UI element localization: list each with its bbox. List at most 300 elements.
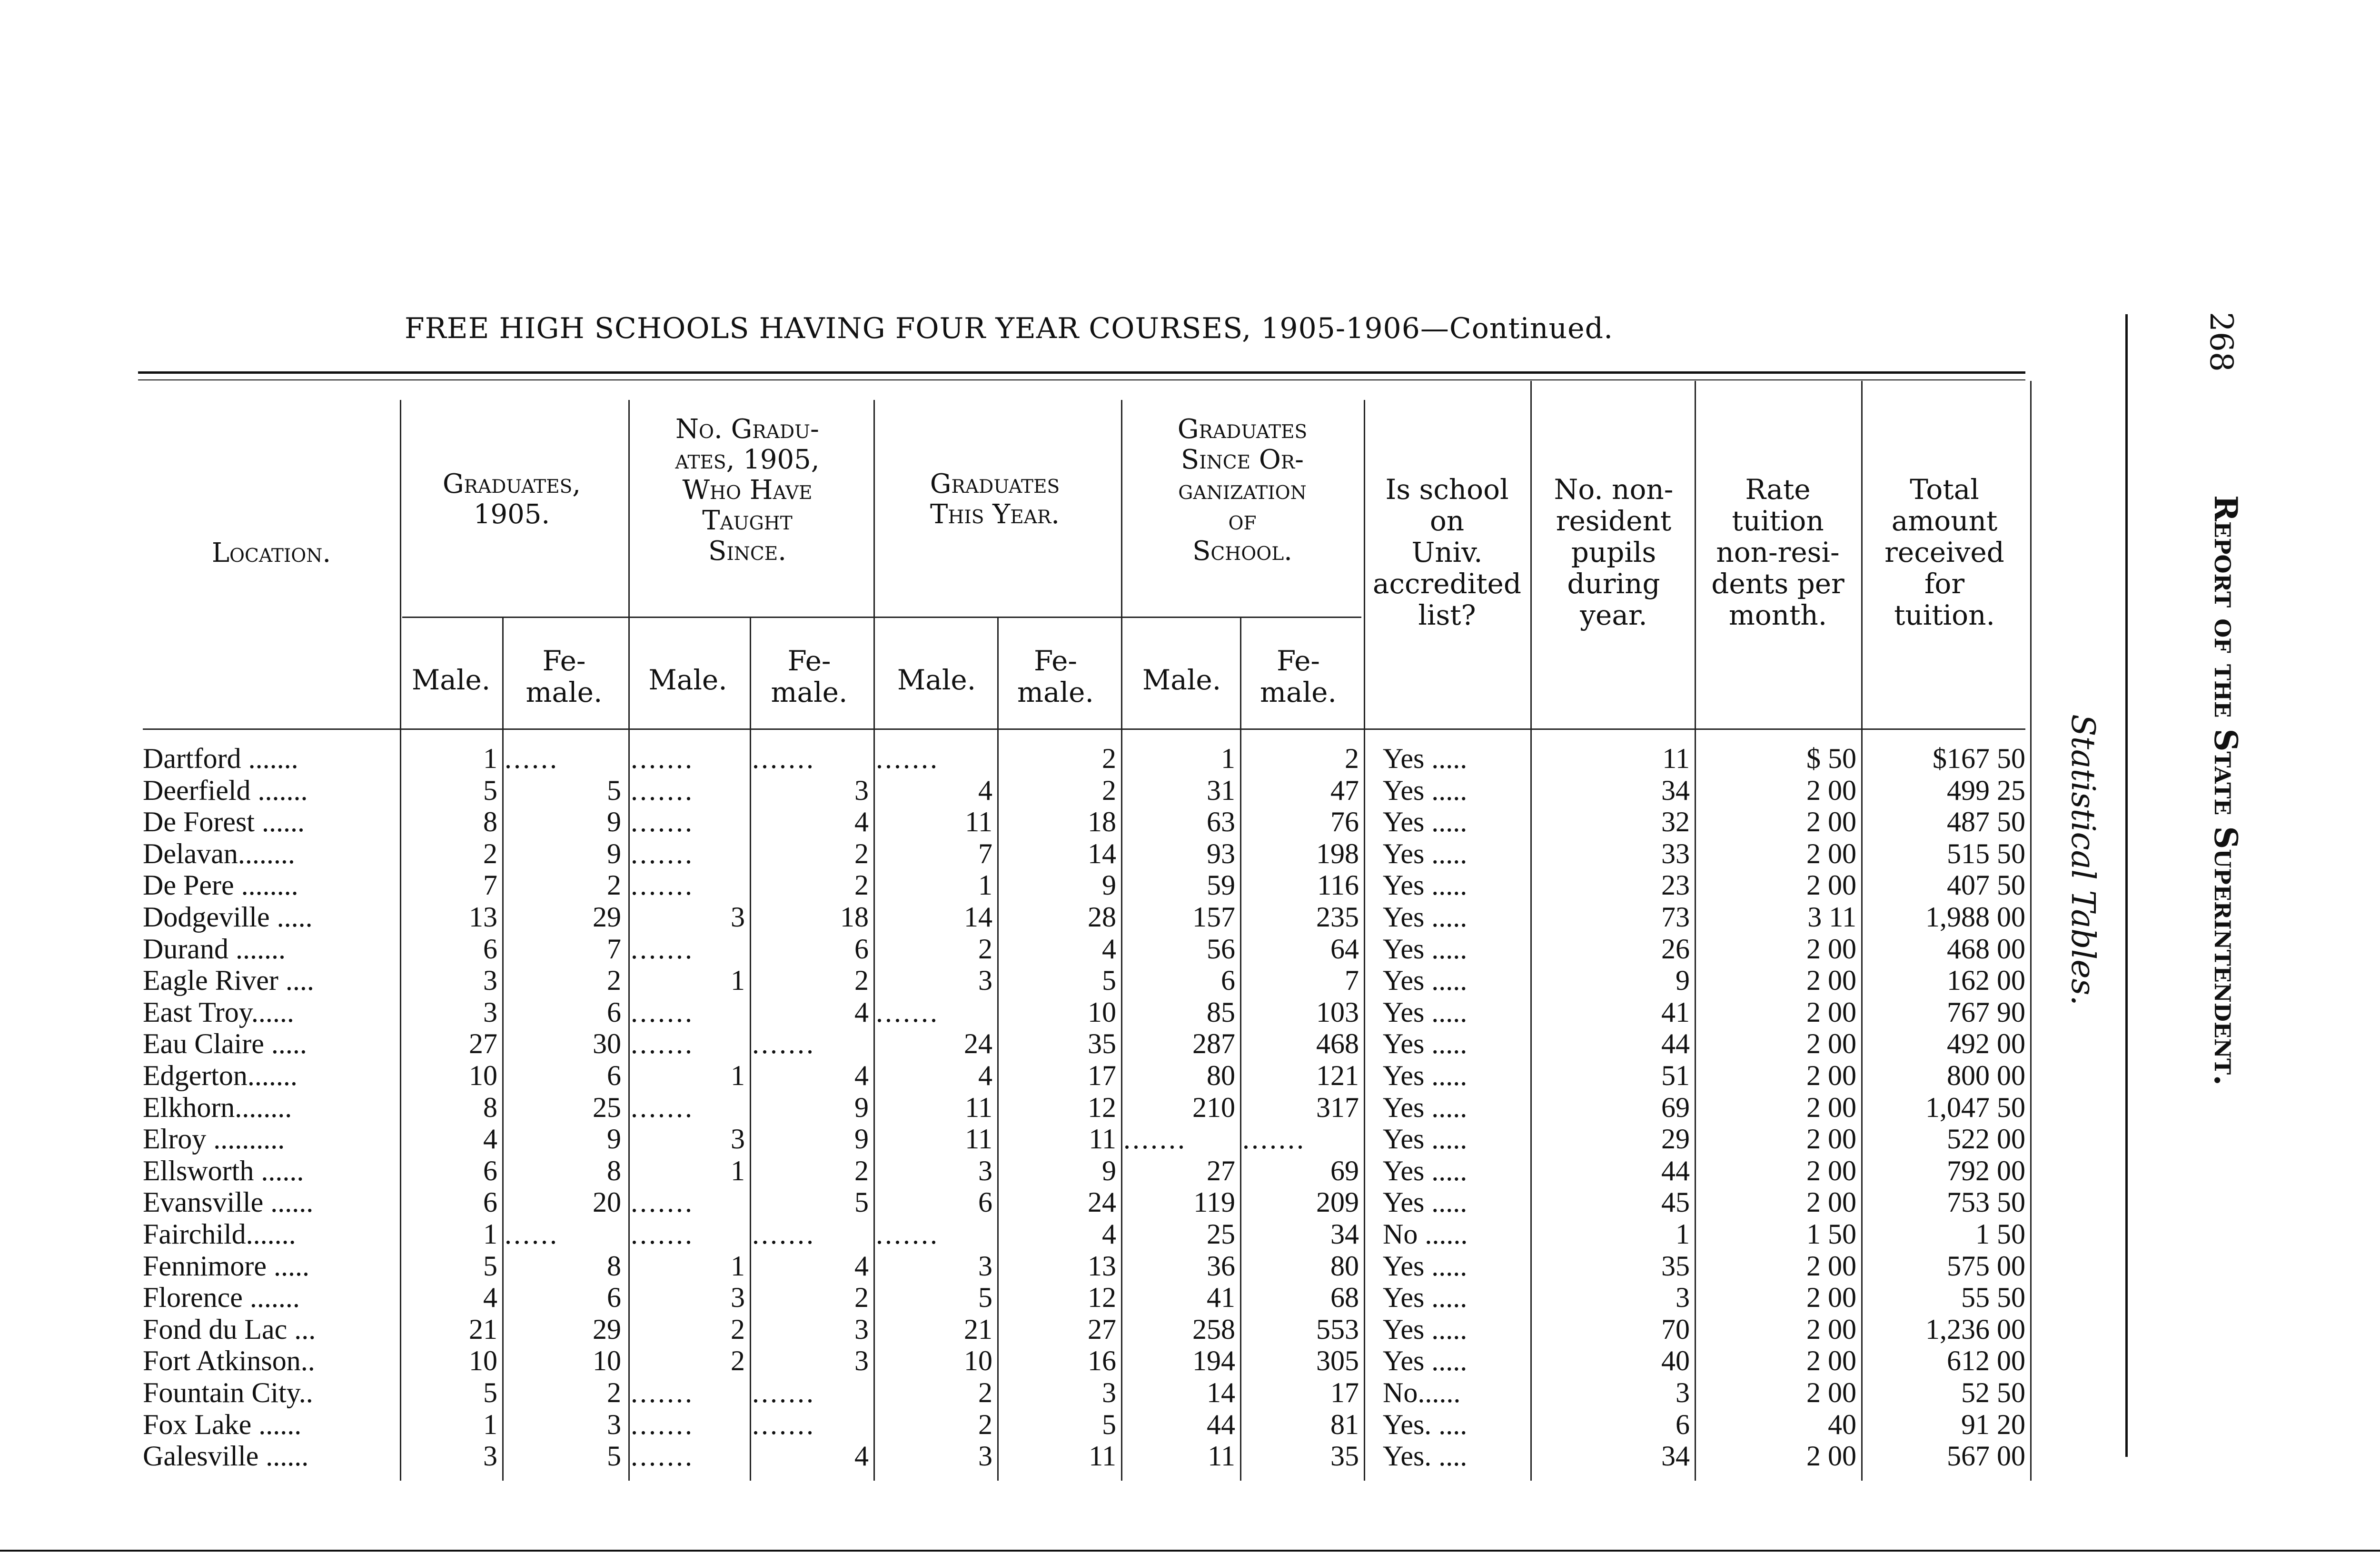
cell-nr: 51	[1661, 1060, 1690, 1091]
cell-gsf: 553	[1316, 1313, 1359, 1345]
cell-tm: .......	[631, 1028, 694, 1060]
cell-gym: 14	[964, 901, 992, 933]
cell-nr: 41	[1661, 996, 1690, 1028]
cell-tm: 2	[731, 1345, 745, 1377]
column-divider	[1530, 381, 1532, 1481]
cell-total: 91 20	[1961, 1408, 2025, 1440]
cell-gsm: 157	[1192, 901, 1235, 933]
cell-gsm: 80	[1207, 1060, 1235, 1091]
cell-total: 487 50	[1947, 806, 2025, 838]
cell-g05m: 7	[483, 869, 497, 901]
cell-tm: 1	[731, 1155, 745, 1186]
page-bottom-rule	[0, 1550, 2380, 1552]
cell-gyf: 9	[1102, 869, 1116, 901]
cell-g05f: 8	[607, 1155, 621, 1186]
column-divider	[997, 617, 999, 1481]
side-label: Statistical Tables.	[2064, 714, 2102, 1006]
cell-gsm: .......	[1123, 1123, 1187, 1155]
cell-gym: 3	[978, 1155, 992, 1186]
cell-total: 1,047 50	[1925, 1091, 2025, 1123]
cell-gsm: 31	[1207, 774, 1235, 806]
cell-location: Fairchild.......	[143, 1218, 296, 1250]
column-divider	[1121, 400, 1122, 1481]
cell-tm: 2	[731, 1313, 745, 1345]
cell-gsm: 119	[1193, 1186, 1235, 1218]
cell-gsm: 14	[1207, 1377, 1235, 1408]
cell-g05m: 3	[483, 965, 497, 996]
cell-total: 575 00	[1947, 1250, 2025, 1282]
header-graduates-since-organization: Graduates Since Or- ganization of School.	[1177, 414, 1308, 567]
cell-location: Deerfield .......	[143, 774, 308, 806]
cell-gym: 11	[965, 1091, 992, 1123]
cell-tf: 5	[854, 1186, 869, 1218]
cell-tm: .......	[631, 1186, 694, 1218]
cell-nr: 70	[1661, 1313, 1690, 1345]
cell-gsm: 56	[1207, 933, 1235, 965]
cell-tf: .......	[752, 1377, 815, 1408]
cell-location: Evansville ......	[143, 1186, 314, 1218]
cell-g05m: 8	[483, 1091, 497, 1123]
cell-gym: 2	[978, 1377, 992, 1408]
cell-gsf: 80	[1330, 1250, 1359, 1282]
cell-g05m: 27	[469, 1028, 497, 1060]
cell-nr: 26	[1661, 933, 1690, 965]
cell-g05f: 10	[593, 1345, 621, 1377]
cell-tf: 18	[840, 901, 869, 933]
cell-gyf: 2	[1102, 774, 1116, 806]
subheader-female: Fe- male.	[771, 645, 848, 708]
cell-total: 515 50	[1947, 837, 2025, 869]
cell-acc: Yes .....	[1383, 869, 1468, 901]
cell-gsm: 11	[1208, 1440, 1235, 1472]
cell-tf: 2	[854, 965, 869, 996]
cell-g05f: 2	[607, 1377, 621, 1408]
page-title: FREE HIGH SCHOOLS HAVING FOUR YEAR COURSES, 1905-1906—Continued.	[405, 312, 1614, 345]
cell-rate: 2 00	[1806, 1186, 1856, 1218]
column-divider	[1240, 617, 1241, 1481]
cell-nr: 69	[1661, 1091, 1690, 1123]
cell-location: Florence .......	[143, 1282, 300, 1314]
cell-gyf: 4	[1102, 933, 1116, 965]
cell-tf: 4	[854, 996, 869, 1028]
cell-gyf: 13	[1088, 1250, 1116, 1282]
running-head: Report of the State Superintendent.	[2207, 495, 2244, 1086]
cell-total: 468 00	[1947, 933, 2025, 965]
cell-gym: 6	[978, 1186, 992, 1218]
cell-tf: .......	[752, 1028, 815, 1060]
cell-gsf: 47	[1330, 774, 1359, 806]
cell-tf: 4	[854, 1250, 869, 1282]
cell-tf: 4	[854, 1060, 869, 1091]
cell-gsm: 63	[1207, 806, 1235, 838]
cell-g05m: 6	[483, 933, 497, 965]
cell-gyf: 4	[1102, 1218, 1116, 1250]
cell-rate: 2 00	[1806, 965, 1856, 996]
cell-gym: 3	[978, 965, 992, 996]
cell-tm: .......	[631, 1440, 694, 1472]
cell-total: 767 90	[1947, 996, 2025, 1028]
cell-gyf: 17	[1088, 1060, 1116, 1091]
cell-acc: Yes .....	[1383, 1060, 1468, 1091]
cell-rate: 2 00	[1806, 837, 1856, 869]
cell-location: Fennimore .....	[143, 1250, 309, 1282]
cell-rate: 2 00	[1806, 1155, 1856, 1186]
cell-location: Dodgeville .....	[143, 901, 313, 933]
cell-tm: .......	[631, 1091, 694, 1123]
cell-gym: 4	[978, 1060, 992, 1091]
cell-tm: .......	[631, 1377, 694, 1408]
cell-acc: No ......	[1383, 1218, 1468, 1250]
cell-g05m: 8	[483, 806, 497, 838]
cell-gym: 11	[965, 1123, 992, 1155]
cell-gsm: 287	[1192, 1028, 1235, 1060]
cell-rate: 2 00	[1806, 1282, 1856, 1314]
cell-g05f: 29	[593, 1313, 621, 1345]
cell-gsm: 44	[1207, 1408, 1235, 1440]
cell-g05f: 9	[607, 806, 621, 838]
cell-g05m: 2	[483, 837, 497, 869]
cell-nr: 3	[1676, 1282, 1690, 1314]
cell-gyf: 12	[1088, 1091, 1116, 1123]
cell-tf: 2	[854, 1282, 869, 1314]
cell-gym: 11	[965, 806, 992, 838]
cell-gyf: 27	[1088, 1313, 1116, 1345]
cell-rate: 2 00	[1806, 774, 1856, 806]
cell-location: Fox Lake ......	[143, 1408, 302, 1440]
cell-g05f: 9	[607, 837, 621, 869]
cell-total: $167 50	[1933, 743, 2025, 774]
cell-acc: Yes .....	[1383, 1282, 1468, 1314]
cell-tf: 2	[854, 1155, 869, 1186]
cell-gsf: 34	[1330, 1218, 1359, 1250]
cell-tf: 2	[854, 837, 869, 869]
cell-rate: 40	[1828, 1408, 1856, 1440]
cell-gsf: 305	[1316, 1345, 1359, 1377]
cell-gym: 2	[978, 933, 992, 965]
cell-g05f: 25	[593, 1091, 621, 1123]
cell-location: Elroy ..........	[143, 1123, 285, 1155]
cell-total: 1,236 00	[1925, 1313, 2025, 1345]
cell-g05f: 29	[593, 901, 621, 933]
cell-g05m: 10	[469, 1060, 497, 1091]
cell-gyf: 16	[1088, 1345, 1116, 1377]
cell-g05m: 10	[469, 1345, 497, 1377]
cell-gsm: 85	[1207, 996, 1235, 1028]
cell-nr: 32	[1661, 806, 1690, 838]
cell-tf: 3	[854, 774, 869, 806]
cell-g05f: 6	[607, 1060, 621, 1091]
cell-tm: 1	[731, 1250, 745, 1282]
cell-rate: 2 00	[1806, 1313, 1856, 1345]
subheader-male: Male.	[411, 664, 491, 696]
subheader-female: Fe- male.	[1017, 645, 1094, 708]
cell-acc: Yes .....	[1383, 1313, 1468, 1345]
cell-gsm: 25	[1207, 1218, 1235, 1250]
cell-location: East Troy......	[143, 996, 294, 1028]
cell-g05f: 30	[593, 1028, 621, 1060]
cell-gsf: 81	[1330, 1408, 1359, 1440]
cell-tf: 3	[854, 1313, 869, 1345]
cell-location: De Forest ......	[143, 806, 305, 838]
cell-acc: Yes .....	[1383, 1123, 1468, 1155]
cell-acc: Yes .....	[1383, 806, 1468, 838]
header-rate: Rate tuition non-resi- dents per month.	[1711, 473, 1844, 631]
cell-gsf: 69	[1330, 1155, 1359, 1186]
cell-gyf: 35	[1088, 1028, 1116, 1060]
cell-gym: 3	[978, 1250, 992, 1282]
cell-total: 55 50	[1961, 1282, 2025, 1314]
cell-g05m: 3	[483, 996, 497, 1028]
cell-location: Dartford .......	[143, 743, 298, 774]
cell-g05m: 1	[483, 743, 497, 774]
cell-nr: 23	[1661, 869, 1690, 901]
cell-gym: 3	[978, 1440, 992, 1472]
margin-rule	[2125, 314, 2128, 1457]
cell-acc: Yes .....	[1383, 1250, 1468, 1282]
cell-tm: .......	[631, 996, 694, 1028]
cell-acc: Yes .....	[1383, 837, 1468, 869]
subheader-male: Male.	[648, 664, 727, 696]
cell-location: Eagle River ....	[143, 965, 314, 996]
cell-location: Durand .......	[143, 933, 286, 965]
header-location: Location.	[211, 538, 331, 568]
cell-acc: Yes .....	[1383, 996, 1468, 1028]
cell-total: 162 00	[1947, 965, 2025, 996]
cell-rate: 1 50	[1806, 1218, 1856, 1250]
cell-gyf: 9	[1102, 1155, 1116, 1186]
cell-location: Edgerton.......	[143, 1060, 298, 1091]
cell-tm: .......	[631, 869, 694, 901]
cell-acc: Yes .....	[1383, 965, 1468, 996]
cell-total: 612 00	[1947, 1345, 2025, 1377]
cell-total: 407 50	[1947, 869, 2025, 901]
cell-location: Eau Claire .....	[143, 1028, 307, 1060]
cell-nr: 35	[1661, 1250, 1690, 1282]
cell-rate: 2 00	[1806, 996, 1856, 1028]
cell-acc: Yes .....	[1383, 901, 1468, 933]
cell-tf: 4	[854, 1440, 869, 1472]
cell-nr: 29	[1661, 1123, 1690, 1155]
cell-gsf: 209	[1316, 1186, 1359, 1218]
cell-acc: Yes .....	[1383, 743, 1468, 774]
cell-gsf: 103	[1316, 996, 1359, 1028]
cell-tf: 3	[854, 1345, 869, 1377]
cell-rate: 2 00	[1806, 1440, 1856, 1472]
cell-tf: 4	[854, 806, 869, 838]
cell-g05m: 6	[483, 1186, 497, 1218]
header-nonresident: No. non- resident pupils during year.	[1554, 473, 1674, 631]
cell-gym: 21	[964, 1313, 992, 1345]
column-divider	[873, 400, 875, 1481]
cell-gsm: 6	[1221, 965, 1235, 996]
cell-g05f: 2	[607, 869, 621, 901]
cell-nr: 33	[1661, 837, 1690, 869]
cell-tm: 1	[731, 965, 745, 996]
cell-g05m: 13	[469, 901, 497, 933]
cell-gsf: 121	[1316, 1060, 1359, 1091]
page-number: 268	[2203, 312, 2240, 372]
cell-tm: .......	[631, 1408, 694, 1440]
cell-gyf: 14	[1088, 837, 1116, 869]
cell-rate: 2 00	[1806, 1060, 1856, 1091]
cell-g05m: 1	[483, 1408, 497, 1440]
column-divider	[2030, 381, 2032, 1481]
cell-g05f: 5	[607, 1440, 621, 1472]
cell-nr: 44	[1661, 1155, 1690, 1186]
cell-g05m: 4	[483, 1123, 497, 1155]
cell-acc: Yes .....	[1383, 1155, 1468, 1186]
cell-acc: Yes. ....	[1383, 1440, 1468, 1472]
cell-gsf: 64	[1330, 933, 1359, 965]
cell-rate: 2 00	[1806, 1028, 1856, 1060]
cell-total: 522 00	[1947, 1123, 2025, 1155]
cell-gyf: 18	[1088, 806, 1116, 838]
cell-total: 1,988 00	[1925, 901, 2025, 933]
cell-total: 753 50	[1947, 1186, 2025, 1218]
cell-tf: .......	[752, 1408, 815, 1440]
cell-rate: 2 00	[1806, 1091, 1856, 1123]
cell-nr: 40	[1661, 1345, 1690, 1377]
header-graduates-1905: Graduates, 1905.	[442, 468, 581, 530]
cell-rate: 2 00	[1806, 1250, 1856, 1282]
header-total: Total amount received for tuition.	[1884, 473, 2004, 631]
column-divider	[400, 400, 401, 1481]
cell-rate: $ 50	[1806, 743, 1856, 774]
cell-location: Delavan........	[143, 837, 295, 869]
cell-tf: 2	[854, 869, 869, 901]
cell-acc: Yes .....	[1383, 1186, 1468, 1218]
cell-gyf: 12	[1088, 1282, 1116, 1314]
cell-total: 499 25	[1947, 774, 2025, 806]
cell-rate: 2 00	[1806, 1123, 1856, 1155]
subheader-female: Fe- male.	[1260, 645, 1337, 708]
cell-total: 800 00	[1947, 1060, 2025, 1091]
cell-total: 792 00	[1947, 1155, 2025, 1186]
cell-gym: 5	[978, 1282, 992, 1314]
cell-rate: 2 00	[1806, 1345, 1856, 1377]
cell-gyf: 5	[1102, 1408, 1116, 1440]
cell-rate: 2 00	[1806, 1377, 1856, 1408]
cell-g05f: ......	[505, 1218, 559, 1250]
cell-acc: Yes .....	[1383, 774, 1468, 806]
cell-gsm: 36	[1207, 1250, 1235, 1282]
cell-g05f: ......	[505, 743, 559, 774]
cell-g05f: 2	[607, 965, 621, 996]
cell-gym: .......	[876, 743, 939, 774]
cell-nr: 45	[1661, 1186, 1690, 1218]
cell-gsf: 198	[1316, 837, 1359, 869]
cell-g05f: 5	[607, 774, 621, 806]
cell-tm: 1	[731, 1060, 745, 1091]
cell-tm: .......	[631, 774, 694, 806]
cell-g05m: 3	[483, 1440, 497, 1472]
column-divider	[750, 617, 751, 1481]
cell-gyf: 28	[1088, 901, 1116, 933]
cell-gym: 2	[978, 1408, 992, 1440]
title-double-rule	[138, 371, 2025, 380]
cell-gym: 10	[964, 1345, 992, 1377]
cell-nr: 44	[1661, 1028, 1690, 1060]
cell-g05f: 6	[607, 1282, 621, 1314]
cell-gsf: 76	[1330, 806, 1359, 838]
cell-gsm: 59	[1207, 869, 1235, 901]
cell-gyf: 24	[1088, 1186, 1116, 1218]
cell-gsm: 194	[1192, 1345, 1235, 1377]
cell-gsm: 1	[1221, 743, 1235, 774]
cell-g05m: 1	[483, 1218, 497, 1250]
cell-tf: .......	[752, 1218, 815, 1250]
subheader-male: Male.	[1142, 664, 1221, 696]
cell-gsf: 116	[1317, 869, 1359, 901]
cell-gsm: 41	[1207, 1282, 1235, 1314]
cell-gsf: 2	[1345, 743, 1359, 774]
cell-acc: Yes .....	[1383, 933, 1468, 965]
cell-gyf: 11	[1089, 1440, 1116, 1472]
cell-gyf: 2	[1102, 743, 1116, 774]
cell-gsf: .......	[1242, 1123, 1306, 1155]
subheader-male: Male.	[897, 664, 976, 696]
cell-gym: 4	[978, 774, 992, 806]
cell-gsf: 35	[1330, 1440, 1359, 1472]
cell-acc: Yes .....	[1383, 1345, 1468, 1377]
cell-acc: Yes. ....	[1383, 1408, 1468, 1440]
column-divider	[502, 617, 504, 1481]
cell-gym: .......	[876, 1218, 939, 1250]
cell-gyf: 10	[1088, 996, 1116, 1028]
cell-nr: 9	[1676, 965, 1690, 996]
cell-gsm: 27	[1207, 1155, 1235, 1186]
cell-g05f: 3	[607, 1408, 621, 1440]
cell-tf: 9	[854, 1123, 869, 1155]
cell-gsm: 210	[1192, 1091, 1235, 1123]
cell-nr: 1	[1676, 1218, 1690, 1250]
cell-tm: .......	[631, 933, 694, 965]
cell-nr: 34	[1661, 1440, 1690, 1472]
cell-gsm: 258	[1192, 1313, 1235, 1345]
cell-tm: .......	[631, 837, 694, 869]
cell-total: 567 00	[1947, 1440, 2025, 1472]
cell-location: Galesville ......	[143, 1440, 309, 1472]
cell-gsf: 317	[1316, 1091, 1359, 1123]
column-divider	[628, 400, 630, 1481]
cell-gsf: 68	[1330, 1282, 1359, 1314]
cell-gsf: 468	[1316, 1028, 1359, 1060]
header-group-rule	[402, 617, 1361, 618]
cell-gyf: 11	[1089, 1123, 1116, 1155]
cell-g05m: 5	[483, 774, 497, 806]
cell-acc: No......	[1383, 1377, 1461, 1408]
header-taught-since: No. Gradu- ates, 1905, Who Have Taught Since.	[675, 414, 820, 567]
cell-gsf: 235	[1316, 901, 1359, 933]
cell-location: Elkhorn........	[143, 1091, 292, 1123]
cell-gym: 7	[978, 837, 992, 869]
cell-nr: 34	[1661, 774, 1690, 806]
cell-location: De Pere ........	[143, 869, 298, 901]
column-divider	[1364, 400, 1365, 1481]
cell-tm: 3	[731, 1123, 745, 1155]
cell-gsm: 93	[1207, 837, 1235, 869]
cell-gyf: 3	[1102, 1377, 1116, 1408]
cell-nr: 3	[1676, 1377, 1690, 1408]
cell-total: 1 50	[1975, 1218, 2025, 1250]
cell-g05m: 5	[483, 1250, 497, 1282]
header-graduates-this-year: Graduates This Year.	[930, 468, 1060, 530]
cell-gsf: 7	[1345, 965, 1359, 996]
cell-total: 492 00	[1947, 1028, 2025, 1060]
cell-gym: .......	[876, 996, 939, 1028]
cell-location: Fond du Lac ...	[143, 1313, 316, 1345]
cell-g05f: 7	[607, 933, 621, 965]
